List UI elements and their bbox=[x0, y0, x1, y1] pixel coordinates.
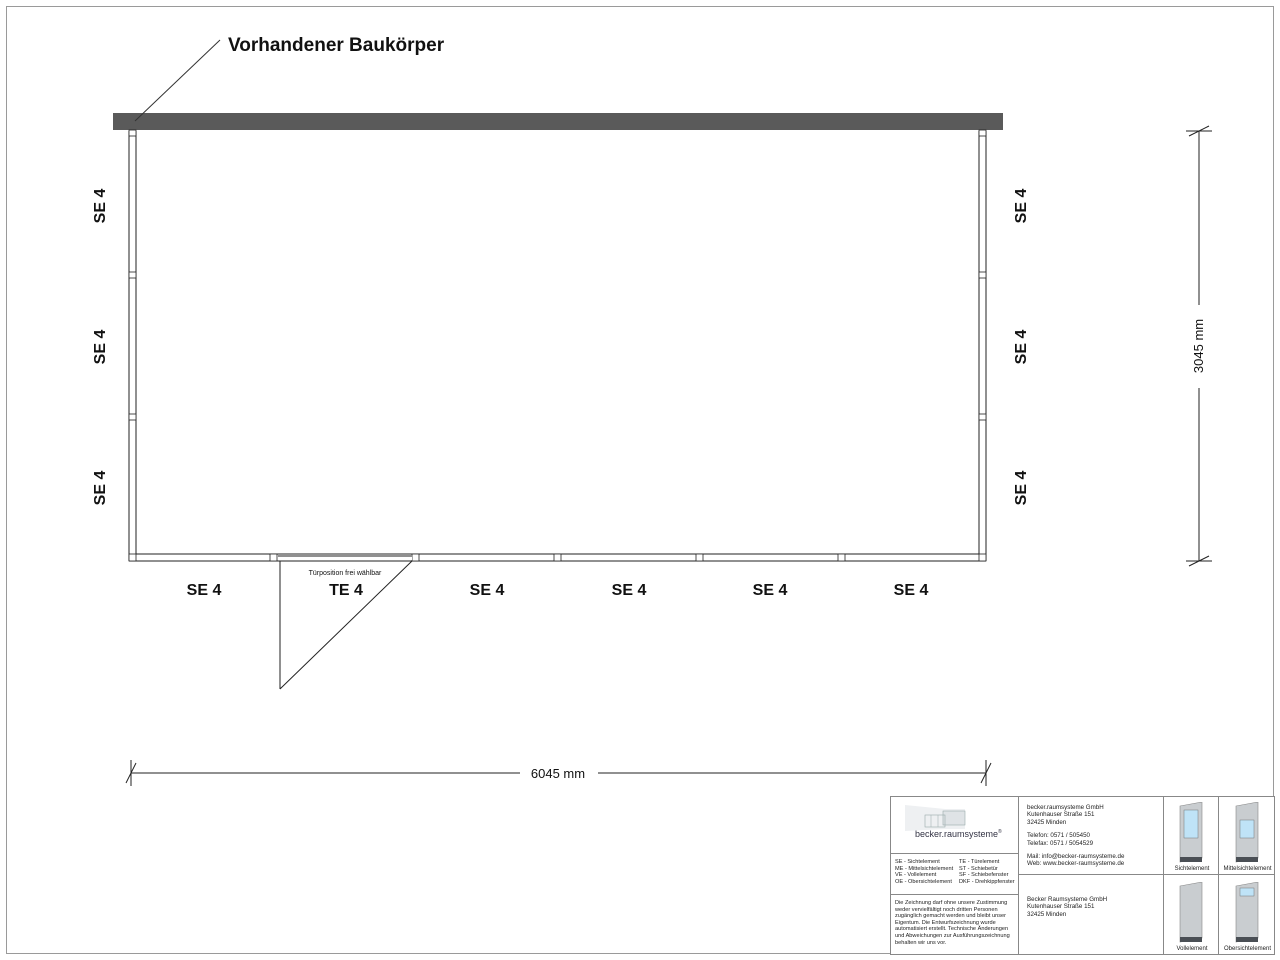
wall-outline bbox=[129, 131, 986, 561]
width-dimension-label: 6045 mm bbox=[530, 766, 586, 781]
panel-label-obersichtelement: Obersichtelement bbox=[1223, 946, 1272, 952]
logo-text: becker.raumsysteme® bbox=[915, 829, 1002, 839]
front-element-label: SE 4 bbox=[752, 582, 788, 599]
panel-label-sichtelement: Sichtelement bbox=[1174, 866, 1210, 872]
wall-joints bbox=[129, 130, 986, 561]
panel-label-vollelement: Vollelement bbox=[1176, 946, 1208, 952]
depth-dimension-label: 3045 mm bbox=[1191, 318, 1206, 374]
panel-label-mittelsichtelement: Mittelsichtelement bbox=[1223, 866, 1272, 872]
existing-building-bar bbox=[113, 113, 1003, 130]
left-wall-element-label: SE 4 bbox=[92, 329, 109, 365]
legend-left: SE - Sichtelement ME - Mittelsichtelement VE - Vollelement OE - Obersichtelement bbox=[895, 859, 954, 885]
legend-right: TE - Türelement ST - Schiebetür SF - Schiebefenster DKF - Drehkippfenster bbox=[959, 859, 1015, 885]
front-element-label: SE 4 bbox=[469, 582, 505, 599]
disclaimer-text: Die Zeichnung darf ohne unsere Zustimmung weder vervielfältigt noch dritten Personen zugänglich gemacht werden und bleibt unser Eigentum. Die Entwurfszeichnung wurde automatisiert erstellt. Technische Änderungen und Abweichungen zur Ausführungszeichnung behalten wir uns vor. bbox=[895, 900, 1010, 946]
right-wall-element-label: SE 4 bbox=[1013, 188, 1030, 224]
door-note: Türposition frei wählbar bbox=[308, 570, 382, 577]
customer-address: Becker Raumsysteme GmbH Kutenhauser Straße 151 32425 Minden bbox=[1027, 896, 1108, 918]
front-element-label: TE 4 bbox=[329, 582, 363, 599]
obersichtelement-icon bbox=[1234, 882, 1260, 944]
sichtelement-icon bbox=[1178, 802, 1204, 864]
right-wall-element-label: SE 4 bbox=[1013, 470, 1030, 506]
right-wall-element-label: SE 4 bbox=[1013, 329, 1030, 365]
front-element-label: SE 4 bbox=[186, 582, 222, 599]
leader-line bbox=[135, 40, 220, 121]
left-wall-element-label: SE 4 bbox=[92, 470, 109, 506]
company-address: becker.raumsysteme GmbH Kutenhauser Straße 151 32425 Minden Telefon: 0571 / 505450 Telefax: 0571 / 5054529 Mail: info@becker-raumsysteme.de Web: www.becker-raumsysteme.de bbox=[1027, 804, 1125, 868]
mittelsichtelement-icon bbox=[1234, 802, 1260, 864]
company-logo bbox=[905, 805, 1005, 845]
existing-building-label: Vorhandener Baukörper bbox=[228, 35, 445, 56]
front-element-label: SE 4 bbox=[611, 582, 647, 599]
front-element-label: SE 4 bbox=[893, 582, 929, 599]
vollelement-icon bbox=[1178, 882, 1204, 944]
left-wall-element-label: SE 4 bbox=[92, 188, 109, 224]
